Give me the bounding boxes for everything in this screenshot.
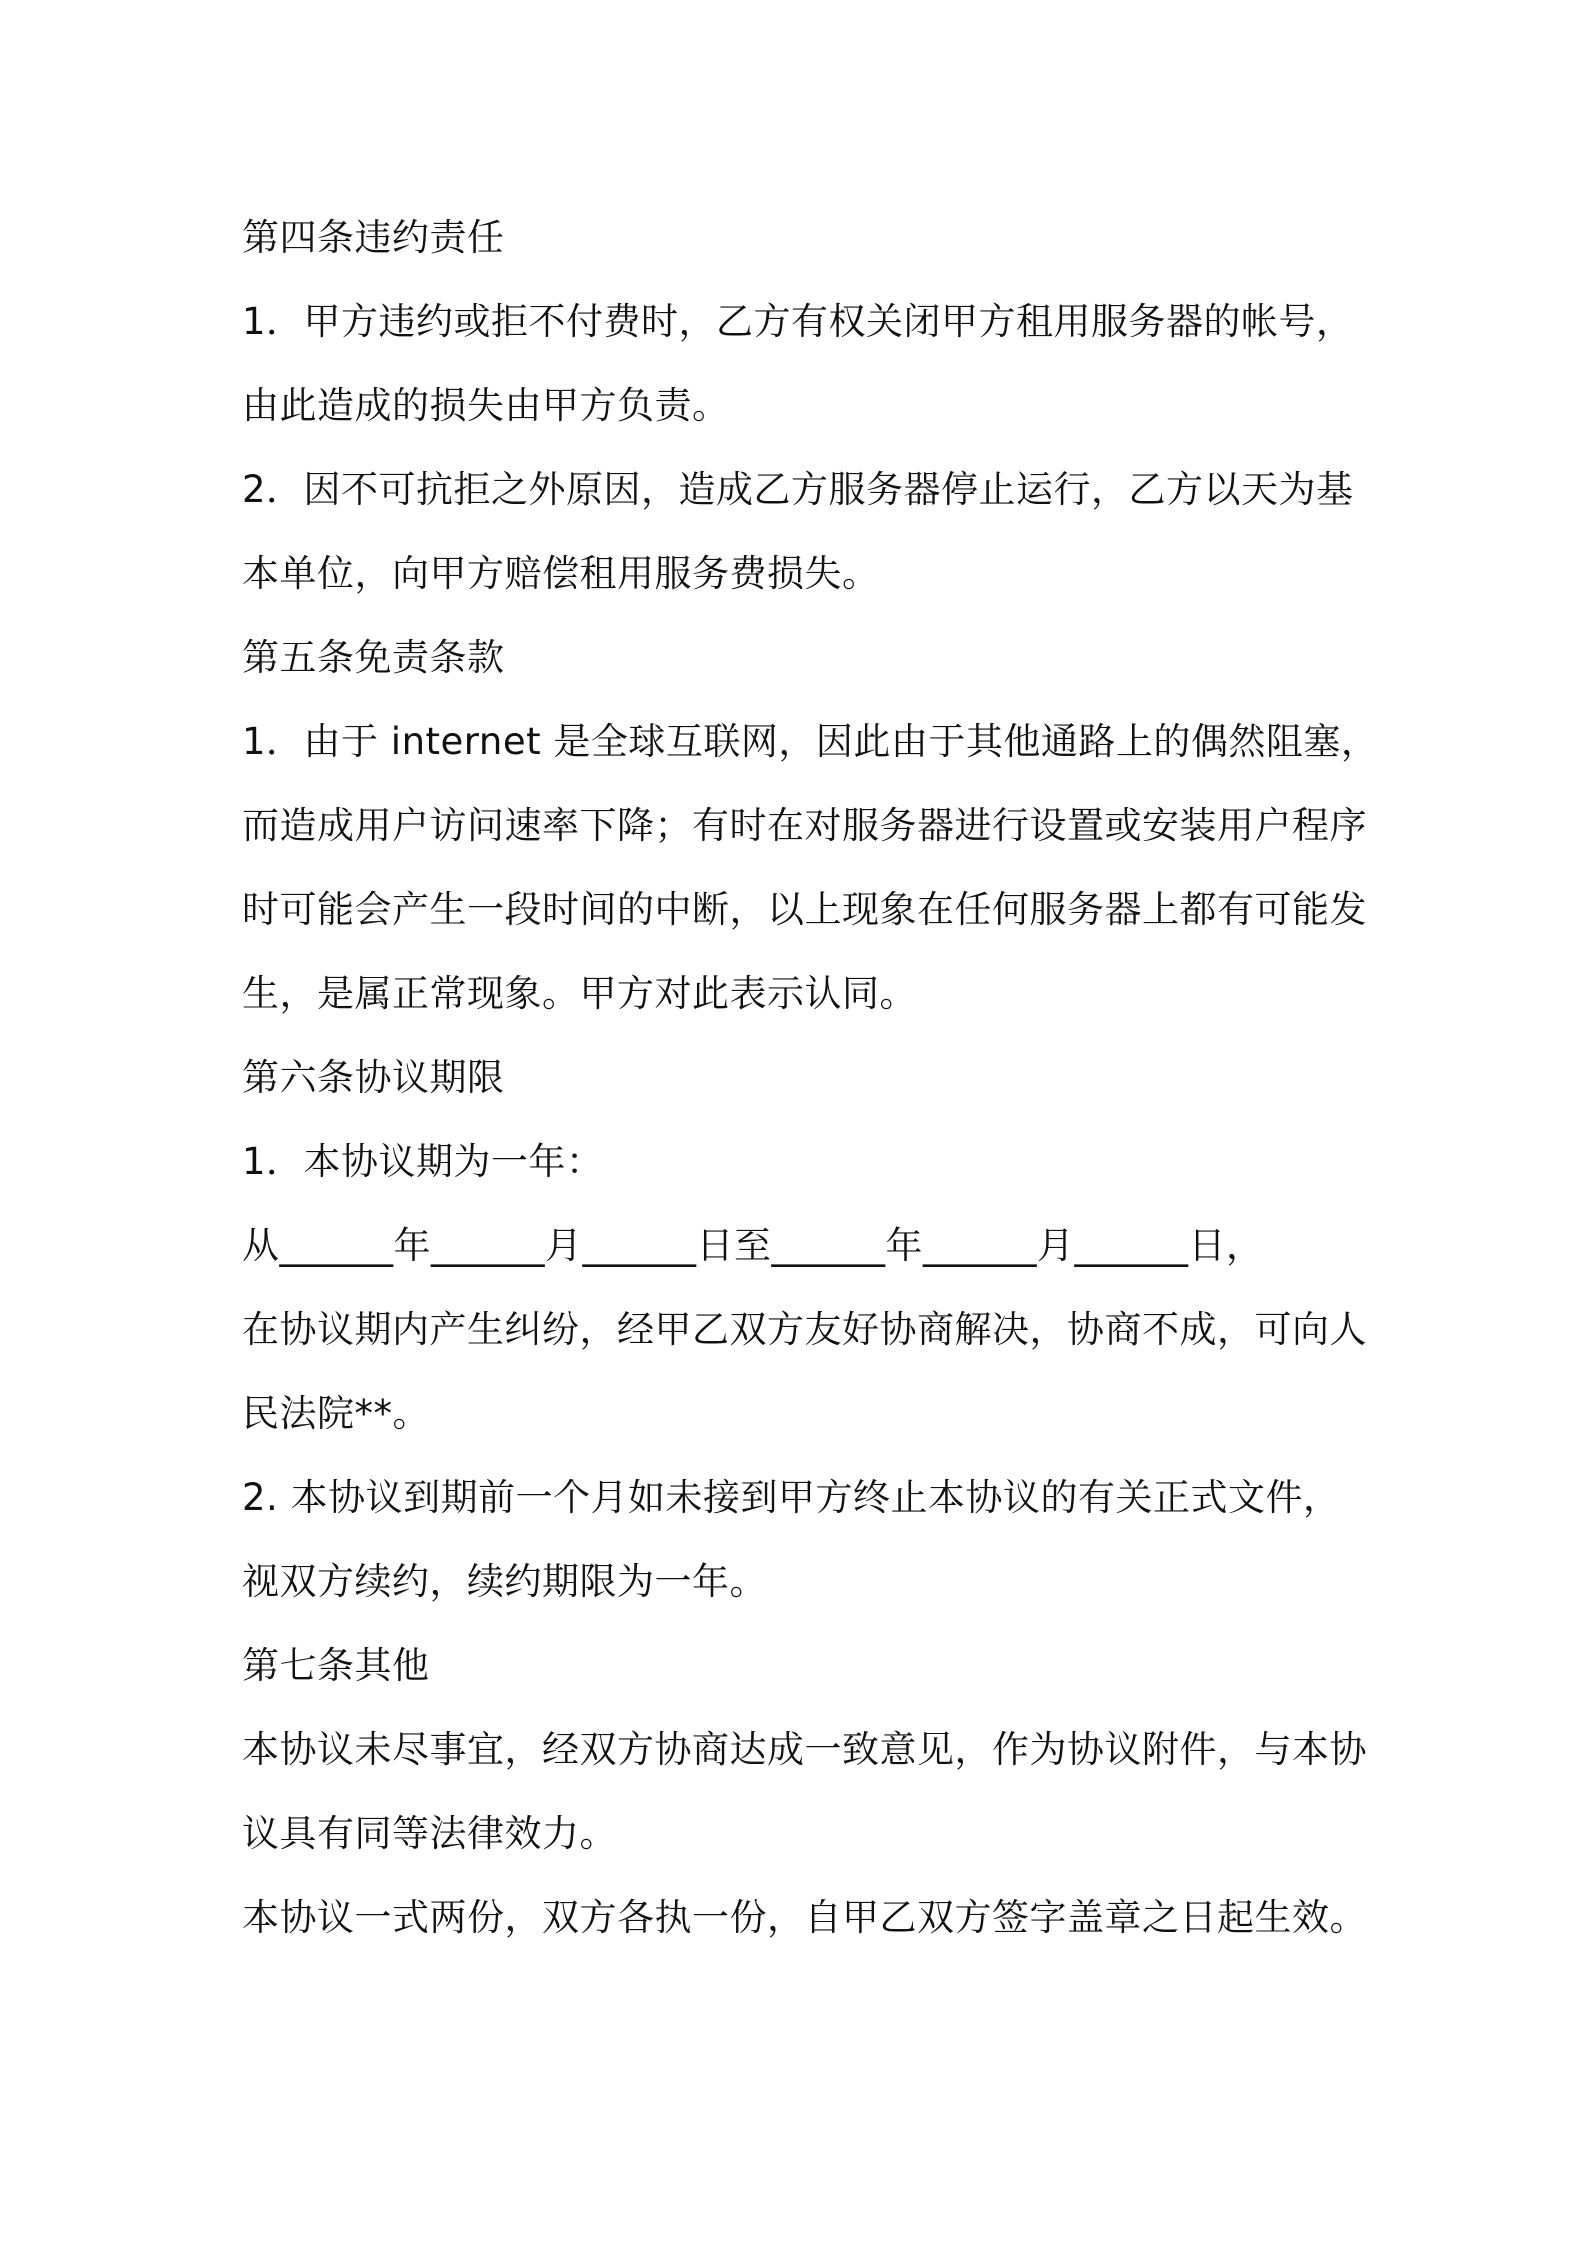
date-range-line: 从______年______月______日至______年______月______日， [242, 1224, 1264, 1267]
paragraph-line: 本单位，向甲方赔偿租用服务费损失。 [242, 552, 880, 595]
paragraph-line: 时可能会产生一段时间的中断，以上现象在任何服务器上都有可能发 [242, 888, 1367, 931]
document-body [242, 196, 1379, 1960]
paragraph-line: 民法院**。 [242, 1392, 430, 1435]
paragraph-line: 1．由于 internet 是全球互联网，因此由于其他通路上的偶然阻塞， [242, 720, 1379, 763]
paragraph-line: 本协议一式两份，双方各执一份，自甲乙双方签字盖章之日起生效。 [242, 1896, 1367, 1939]
paragraph-line: 1．甲方违约或拒不付费时，乙方有权关闭甲方租用服务器的帐号， [242, 300, 1354, 343]
section-heading: 第五条免责条款 [242, 636, 505, 679]
paragraph-line: 生，是属正常现象。甲方对此表示认同。 [242, 972, 917, 1015]
paragraph-line: 由此造成的损失由甲方负责。 [242, 384, 730, 427]
paragraph-line: 本协议未尽事宜，经双方协商达成一致意见，作为协议附件，与本协 [242, 1728, 1367, 1771]
section-heading: 第七条其他 [242, 1644, 430, 1687]
paragraph-line: 2. 本协议到期前一个月如未接到甲方终止本协议的有关正式文件， [242, 1476, 1341, 1519]
paragraph-line: 在协议期内产生纠纷，经甲乙双方友好协商解决，协商不成，可向人 [242, 1308, 1367, 1351]
paragraph-line: 视双方续约，续约期限为一年。 [242, 1560, 767, 1603]
paragraph-line: 而造成用户访问速率下降；有时在对服务器进行设置或安装用户程序 [242, 804, 1367, 847]
section-heading: 第六条协议期限 [242, 1056, 505, 1099]
paragraph-line: 2．因不可抗拒之外原因，造成乙方服务器停止运行，乙方以天为基 [242, 468, 1354, 511]
paragraph-line: 议具有同等法律效力。 [242, 1812, 617, 1855]
section-heading: 第四条违约责任 [242, 216, 505, 259]
paragraph-line: 1．本协议期为一年： [242, 1140, 604, 1183]
